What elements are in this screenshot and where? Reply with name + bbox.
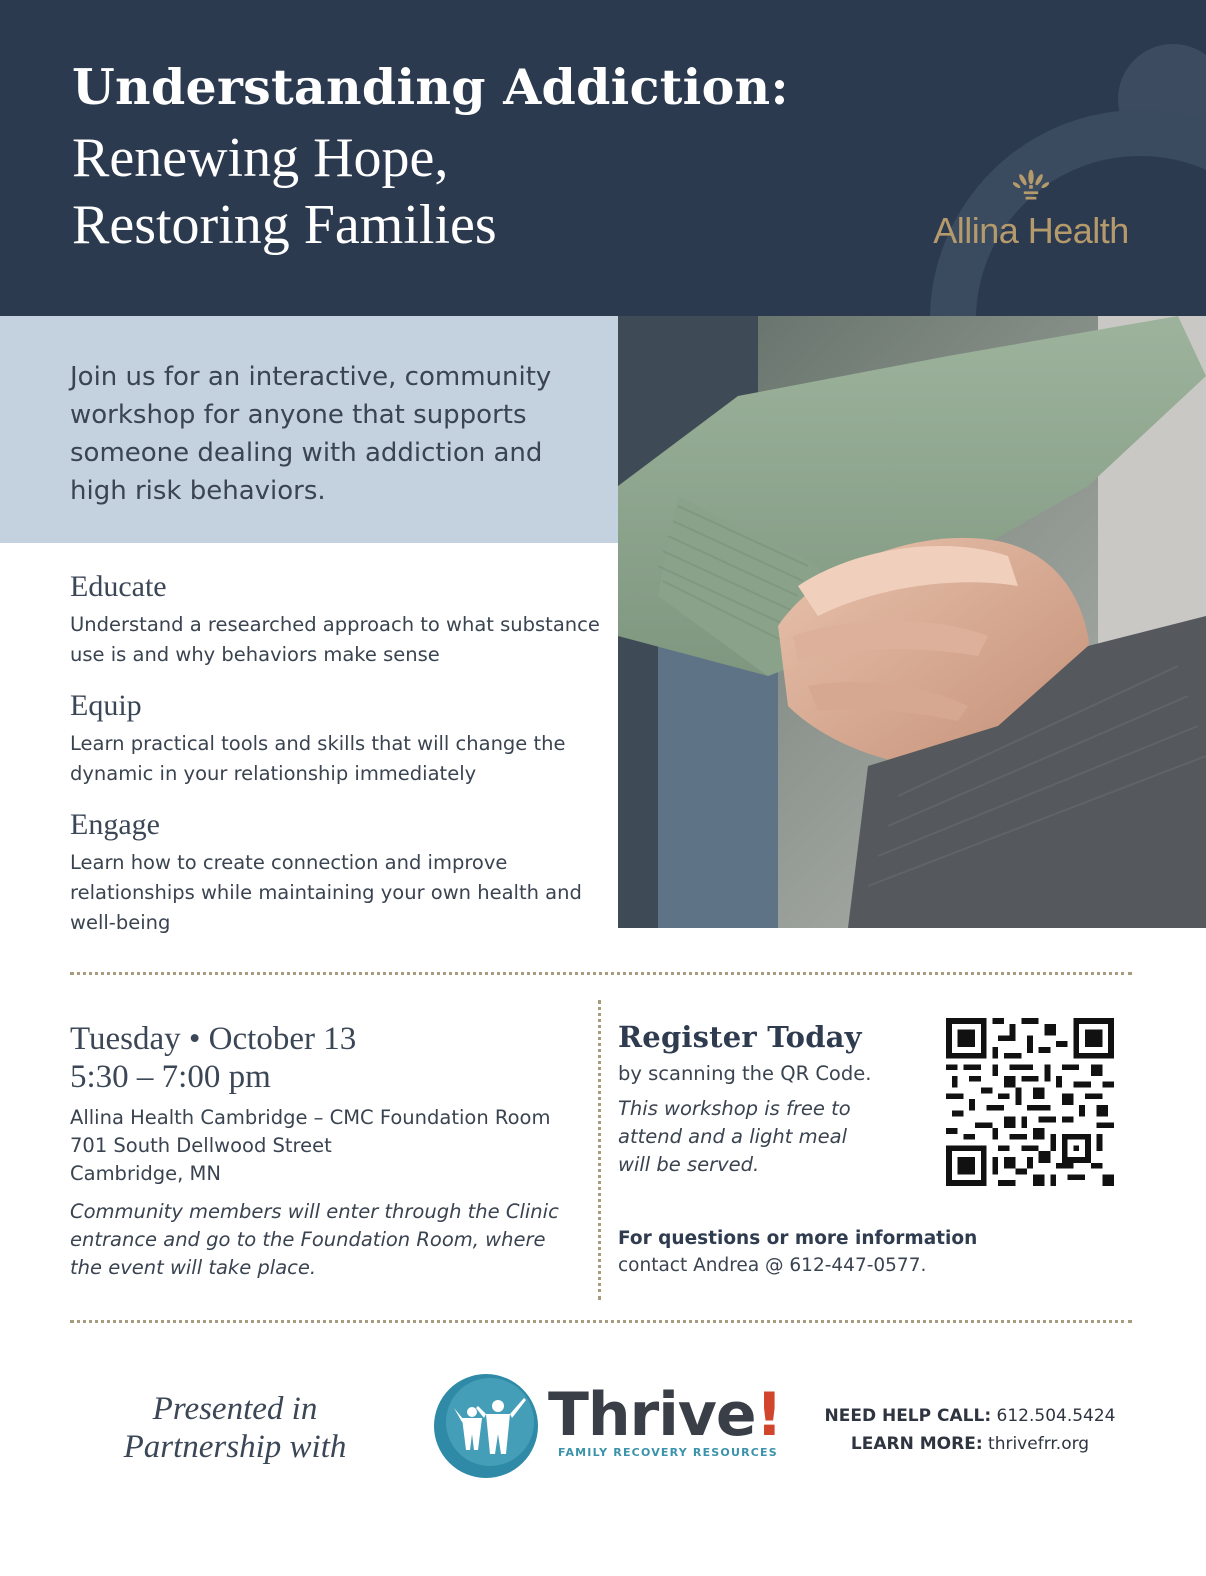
- dotted-divider-bottom: [70, 1320, 1132, 1323]
- page-title: Understanding Addiction:: [72, 58, 789, 116]
- subtitle-line-1: Renewing Hope,: [72, 127, 449, 189]
- section-educate: [70, 570, 600, 670]
- presented-line: Partnership with: [123, 1429, 347, 1465]
- section-heading: Educate: [70, 570, 167, 603]
- intro-text: Join us for an interactive, community workshop for anyone that supports someone dealing with addiction and high risk behaviors.: [70, 362, 552, 506]
- questions-label: For questions or more information: [618, 1228, 978, 1249]
- register-free-text: This workshop is free to attend and a light meal will be served.: [618, 1097, 851, 1176]
- allina-health-logo-text: Allina Health: [933, 210, 1129, 251]
- dotted-divider-top: [70, 972, 1132, 975]
- presented-in-partnership: [100, 1390, 370, 1466]
- section-body: Learn practical tools and skills that will change the dynamic in your relationship immediately: [70, 732, 566, 785]
- register-heading: Register Today: [618, 1020, 862, 1054]
- location-line: 701 South Dellwood Street: [70, 1134, 332, 1157]
- help-call-line: [820, 1402, 1120, 1430]
- presented-line: Presented in: [152, 1391, 318, 1427]
- event-location: [70, 1104, 570, 1188]
- help-info: [820, 1402, 1120, 1458]
- section-engage: [70, 808, 600, 938]
- section-body: Learn how to create connection and improve relationships while maintaining your own health and well-being: [70, 851, 582, 934]
- allina-health-leaf-icon: [1013, 168, 1049, 204]
- location-line: Allina Health Cambridge – CMC Foundation Room: [70, 1106, 551, 1129]
- subtitle-line-2: Restoring Families: [72, 194, 497, 256]
- qr-code-icon[interactable]: [946, 1018, 1114, 1186]
- allina-health-logo: [926, 168, 1136, 252]
- section-heading: Engage: [70, 808, 160, 841]
- help-label: NEED HELP CALL:: [824, 1406, 992, 1426]
- register-block: [618, 1020, 938, 1179]
- help-phone[interactable]: 612.504.5424: [996, 1406, 1116, 1426]
- dotted-divider-vertical: [598, 1000, 601, 1300]
- learn-more-line: [820, 1430, 1120, 1458]
- thrive-exclamation: !: [755, 1380, 782, 1450]
- section-body: Understand a researched approach to what substance use is and why behaviors make sense: [70, 613, 600, 666]
- learn-label: LEARN MORE:: [850, 1434, 983, 1454]
- thrive-name: Thrive: [548, 1380, 756, 1450]
- thrive-tagline: FAMILY RECOVERY RESOURCES: [558, 1446, 778, 1459]
- section-equip: [70, 689, 600, 789]
- contact-block: [618, 1228, 998, 1276]
- hands-photo-illustration: [618, 316, 1206, 928]
- event-time: 5:30 – 7:00 pm: [70, 1059, 271, 1095]
- event-date: Tuesday • October 13: [70, 1021, 357, 1057]
- event-details: [70, 1020, 570, 1282]
- entrance-note: Community members will enter through the Clinic entrance and go to the Foundation Room, where the event will take place.: [70, 1200, 559, 1279]
- location-line: Cambridge, MN: [70, 1162, 221, 1185]
- header-banner: [0, 0, 1206, 316]
- thrive-logo-icon: [432, 1372, 540, 1480]
- intro-band: [0, 316, 618, 543]
- thrive-logo-text: [548, 1380, 782, 1450]
- hands-photo: [618, 316, 1206, 928]
- section-heading: Equip: [70, 689, 142, 722]
- contact-text[interactable]: contact Andrea @ 612-447-0577.: [618, 1255, 927, 1276]
- register-scan-text: by scanning the QR Code.: [618, 1062, 872, 1085]
- learn-more-link[interactable]: thrivefrr.org: [988, 1434, 1090, 1454]
